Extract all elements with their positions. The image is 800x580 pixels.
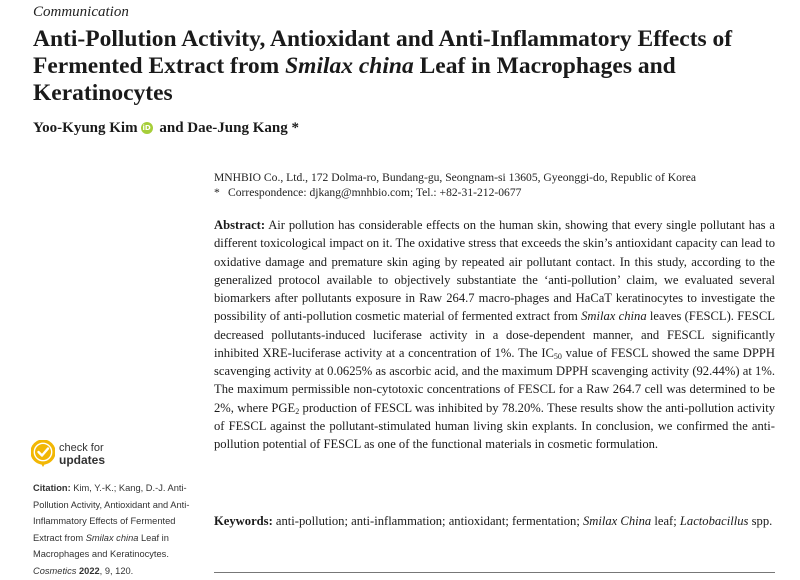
check-for-updates-line2: updates [59, 453, 106, 467]
correspondence-star: * [214, 186, 220, 199]
check-for-updates-text [59, 442, 105, 466]
affiliation-address: MNHBIO Co., Ltd., 172 Dolma-ro, Bundang-gu, Seongnam-si 13605, Gyeonggi-do, Republic of Korea [214, 171, 697, 184]
author-2[interactable]: Dae-Jung Kang * [187, 120, 299, 136]
author-connector: and [155, 120, 188, 136]
title-part1: Anti-Pollution Activity, Antioxidant and Anti-Inflammatory Effects of Fermented Extract from [33, 26, 733, 79]
keywords-text1: anti-pollution; anti-inflammation; antioxidant; fermentation; [272, 514, 583, 528]
check-for-updates-badge[interactable] [31, 440, 105, 468]
abstract-s3: value of FESCL showed the same DPPH scavenging activity at 0.0625% as ascorbic acid, and the maximum DPPH scavenging activity (92.44%) at 1%. The maximum permissible non-cytotoxic concentrations of FESCL for a Raw 264.7 cell was determined to be 2%, where PGE [214, 345, 775, 415]
keywords [214, 512, 775, 531]
keywords-text3: spp. [748, 514, 773, 528]
citation-block [33, 480, 201, 580]
abstract [214, 216, 775, 453]
author-1[interactable]: Yoo-Kyung Kim [33, 120, 138, 136]
check-for-updates-line1: check for [59, 442, 104, 454]
correspondence-line [214, 185, 696, 200]
orcid-icon[interactable]: iD [142, 124, 151, 132]
keywords-italic1: Smilax China [583, 514, 652, 528]
title-part2: Leaf in Macrophages and Keratinocytes [33, 53, 676, 106]
abstract-label: Abstract: [214, 218, 266, 232]
abstract-s1: Air pollution has considerable effects on the human skin, showing that every single pollutant has a different toxicological impact on it. The oxidative stress that exceeds the skin’s antioxidant capacity can lead to oxidative damage and premature skin aging by repeated air pollutant contact. In this study, according to the generalized protocol available to objectively substantiate the ‘anti-pollution’ claim, we evaluated several biomarkers after pollutants exposure in Raw 264.7 macro-phages and HaCaT keratinocytes to investigate the possibility of anti-pollution cosmetic material of fermented extract from [214, 218, 775, 324]
author-list [33, 120, 299, 137]
citation-species: Smilax china [85, 532, 139, 543]
citation-text1: Kim, Y.-K.; Kang, D.-J. Anti-Pollution Activity, Antioxidant and Anti-Inflammatory Effects of Fermented Extract from [33, 483, 190, 543]
citation-rest: , 9, 120. [99, 565, 134, 576]
title-species: Smilax china [285, 53, 414, 79]
footer-divider [214, 572, 775, 573]
paper-title [33, 26, 793, 107]
keywords-italic2: Lactobacillus [679, 514, 749, 528]
abstract-s2: leaves (FESCL). FESCL decreased pollutants-induced luciferase activity in a dose-dependent manner, and FESCL significantly inhibited XRE-luciferase activity at a concentration of 1%. The IC [214, 309, 775, 360]
citation-text2: Leaf in Macrophages and Keratinocytes. [33, 532, 169, 560]
abstract-pge-sub: 2 [295, 406, 300, 416]
article-type: Communication [33, 4, 129, 20]
abstract-s4: production of FESCL was inhibited by 78.20%. These results show the anti-pollution activity of FESCL against the pollutant-stimulated human living skin explants. In conclusion, we confirmed the anti-pollution potential of FESCL as one of the functional materials in cosmetic formulation. [214, 400, 775, 451]
abstract-species: Smilax china [581, 309, 647, 324]
abstract-ic-sub: 50 [553, 351, 562, 361]
citation-year: 2022 [76, 565, 100, 576]
keywords-text2: leaf; [651, 514, 680, 528]
keywords-label: Keywords: [214, 514, 273, 528]
correspondence-text: Correspondence: djkang@mnhbio.com; Tel.: +82-31-212-0677 [228, 186, 522, 199]
citation-label: Citation: [33, 483, 71, 493]
check-for-updates-icon [31, 440, 55, 468]
affiliation-block [214, 170, 696, 200]
citation-journal: Cosmetics [33, 565, 77, 576]
